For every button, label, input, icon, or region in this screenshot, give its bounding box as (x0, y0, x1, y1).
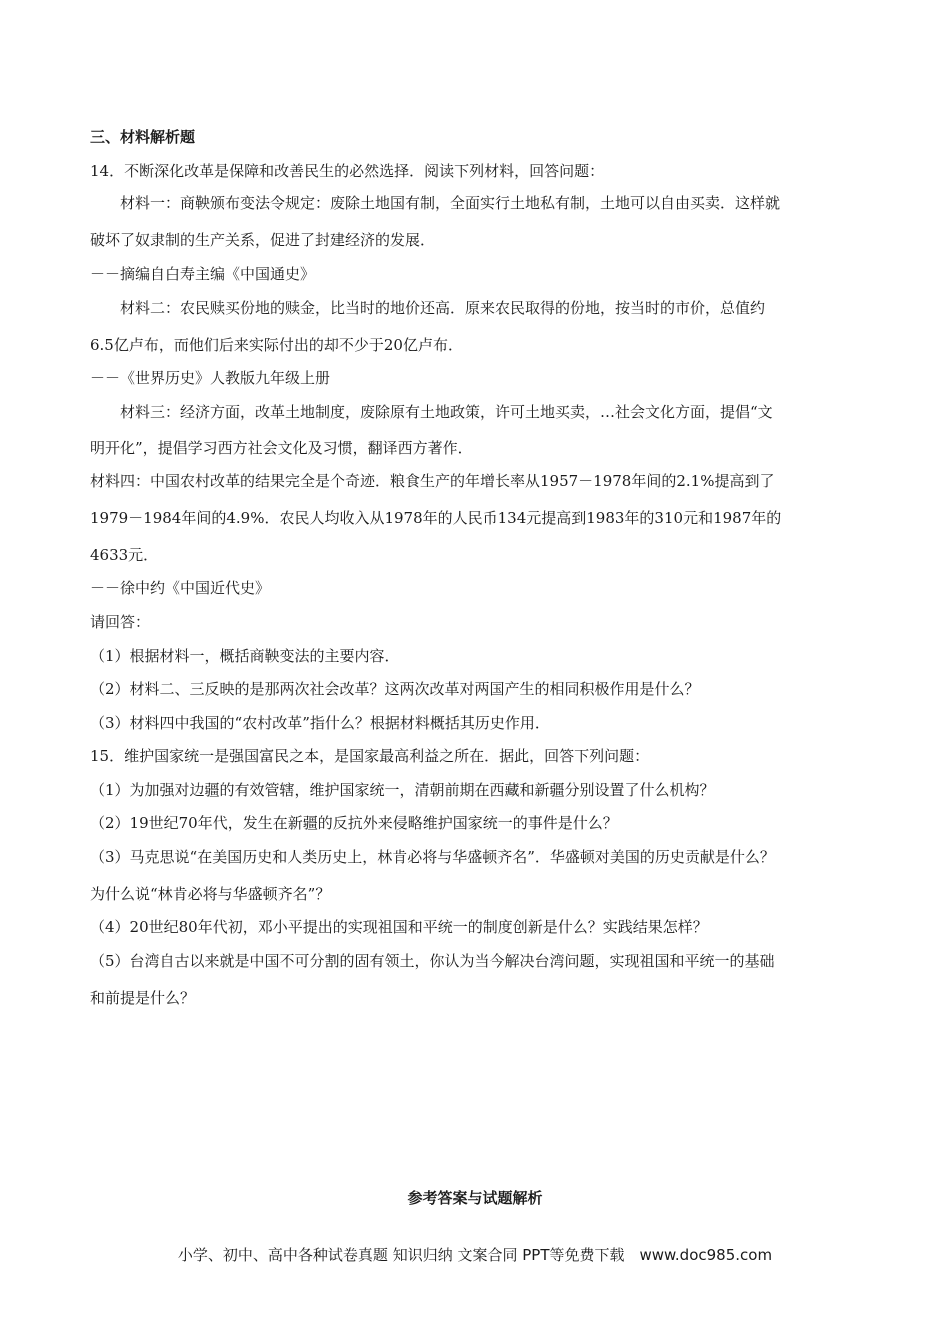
q15-sub3-line2: 为什么说“林肯必将与华盛顿齐名”？ (90, 885, 331, 903)
q14-sub1: （1）根据材料一，概括商鞅变法的主要内容． (90, 647, 400, 665)
q14-material4-line2: 1979－1984年间的4.9%．农民人均收入从1978年的人民币134元提高到1983年的310元和1987年的 (90, 509, 782, 527)
q15-stem: 15．维护国家统一是强国富民之本，是国家最高利益之所在．据此，回答下列问题： (90, 747, 650, 765)
q14-material3-line2: 明开化”，提倡学习西方社会文化及习惯，翻译西方著作． (90, 439, 473, 457)
q14-material3-line1: 材料三：经济方面，改革土地制度，废除原有土地政策，许可土地买卖，…社会文化方面，提倡“文 (120, 403, 773, 421)
q14-source2: －－《世界历史》人教版九年级上册 (90, 369, 331, 387)
q14-prompt: 请回答： (90, 613, 151, 631)
q14-material1-line1: 材料一：商鞅颁布变法令规定：废除土地国有制，全面实行土地私有制，土地可以自由买卖．这样就 (120, 194, 781, 212)
q15-sub4: （4）20世纪80年代初，邓小平提出的实现祖国和平统一的制度创新是什么？实践结果怎样？ (90, 918, 708, 936)
q15-sub2: （2）19世纪70年代，发生在新疆的反抗外来侵略维护国家统一的事件是什么？ (90, 814, 618, 832)
q14-sub3: （3）材料四中我国的“农村改革”指什么？根据材料概括其历史作用． (90, 714, 550, 732)
answer-heading: 参考答案与试题解析 (407, 1189, 543, 1207)
q14-material4-line3: 4633元． (90, 546, 159, 564)
q14-source4: －－徐中约《中国近代史》 (90, 579, 271, 597)
q15-sub3-line1: （3）马克思说“在美国历史和人类历史上，林肯必将与华盛顿齐名”．华盛顿对美国的历史贡献是什么？ (90, 848, 775, 866)
footer-text: 小学、初中、高中各种试卷真题 知识归纳 文案合同 PPT等免费下载 www.doc985.com (177, 1246, 773, 1264)
q14-material2-line1: 材料二：农民赎买份地的赎金，比当时的地价还高．原来农民取得的份地，按当时的市价，总值约 (120, 299, 766, 317)
section-title: 三、材料解析题 (90, 128, 196, 146)
q15-sub5-line1: （5）台湾自古以来就是中国不可分割的固有领土，你认为当今解决台湾问题，实现祖国和平统一的基础 (90, 952, 775, 970)
q15-sub5-line2: 和前提是什么？ (90, 989, 196, 1007)
q14-sub2: （2）材料二、三反映的是那两次社会改革？这两次改革对两国产生的相同积极作用是什么？ (90, 680, 700, 698)
q15-sub1: （1）为加强对边疆的有效管辖，维护国家统一，清朝前期在西藏和新疆分别设置了什么机构？ (90, 781, 715, 799)
q14-material2-line2: 6.5亿卢布，而他们后来实际付出的却不少于20亿卢布． (90, 336, 463, 354)
q14-material1-line2: 破坏了奴隶制的生产关系，促进了封建经济的发展． (90, 231, 436, 249)
q14-source1: －－摘编自白寿主编《中国通史》 (90, 265, 316, 283)
q14-stem: 14．不断深化改革是保障和改善民生的必然选择．阅读下列材料，回答问题： (90, 162, 605, 180)
q14-material4-line1: 材料四：中国农村改革的结果完全是个奇迹．粮食生产的年增长率从1957－1978年间的2.1%提高到了 (90, 472, 775, 490)
